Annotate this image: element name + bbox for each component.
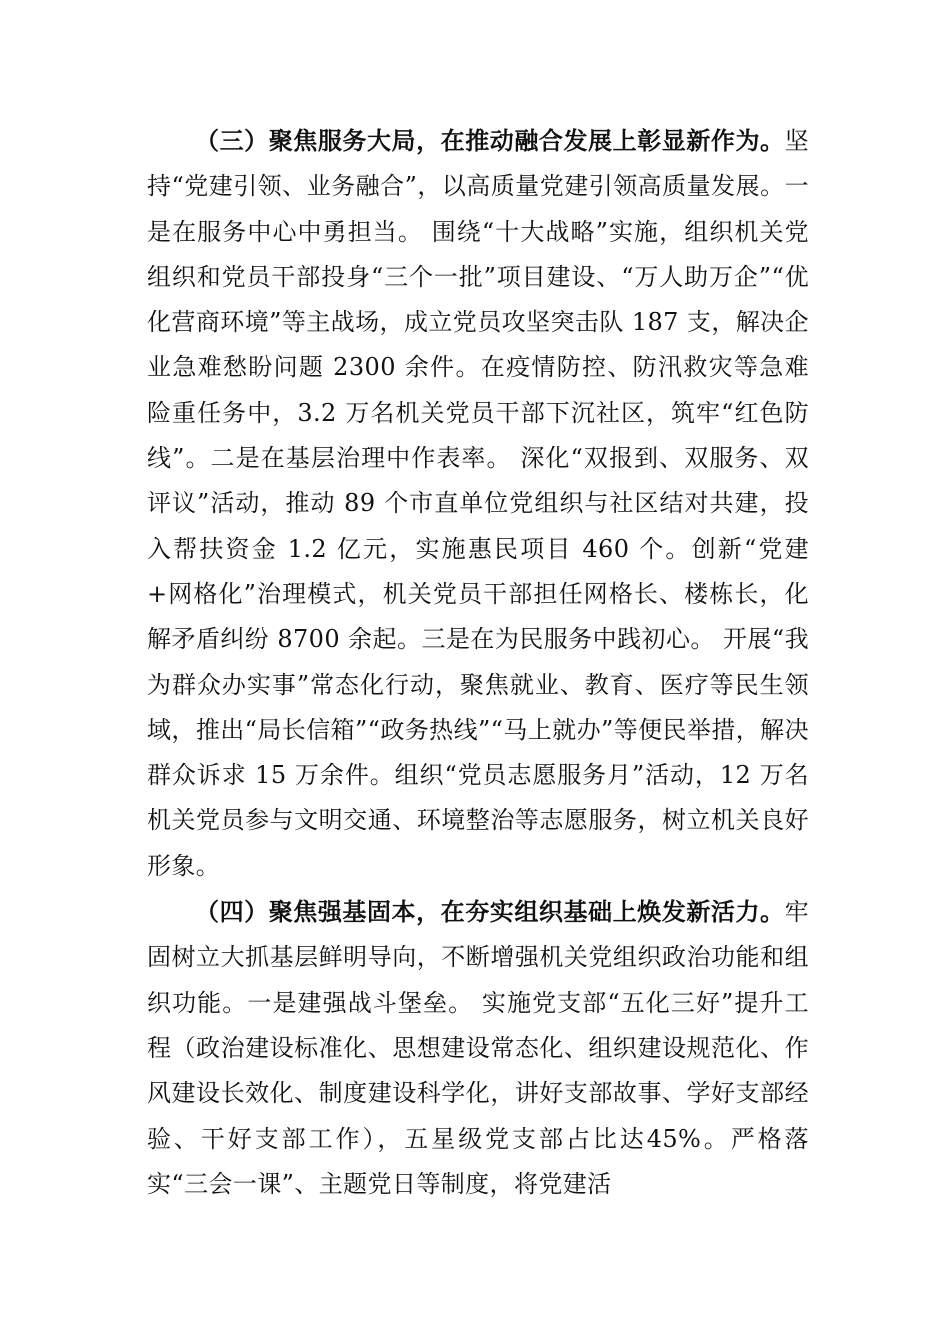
document-body — [147, 118, 809, 1207]
paragraph-section-three — [147, 118, 809, 889]
section-body-three: 坚持“党建引领、业务融合”，以高质量党建引领高质量发展。一是在服务中心中勇担当。 围绕“十大战略”实施，组织机关党组织和党员干部投身“三个一批”项目建设、“万人助万企”“优化营商环境”等主战场，成立党员攻坚突击队 187 支，解决企业急难愁盼问题 2300 余件。在疫情防控、防汛救灾等急难险重任务中，3.2 万名机关党员干部下沉社区，筑牢“红色防线”。二是在基层治理中作表率。 深化“双报到、双服务、双评议”活动，推动 89 个市直单位党组织与社区结对共建，投入帮扶资金 1.2 亿元，实施惠民项目 460 个。创新“党建+网格化”治理模式，机关党员干部担任网格长、楼栋长，化解矛盾纠纷 8700 余起。三是在为民服务中践初心。 开展“我为群众办实事”常态化行动，聚焦就业、教育、医疗等民生领域，推出“局长信箱”“政务热线”“马上就办”等便民举措，解决群众诉求 15 万余件。组织“党员志愿服务月”活动，12 万名机关党员参与文明交通、环境整治等志愿服务，树立机关良好形象。 — [147, 127, 809, 880]
section-heading-three: （三）聚焦服务大局，在推动融合发展上彰显新作为。 — [195, 126, 785, 155]
section-body-four: 牢固树立大抓基层鲜明导向，不断增强机关党组织政治功能和组织功能。一是建强战斗堡垒。 实施党支部“五化三好”提升工程（政治建设标准化、思想建设常态化、组织建设规范化、作风建设长效化、制度建设科学化，讲好支部故事、学好支部经验、干好支部工作），五星级党支部占比达45%。严格落实“三会一课”、主题党日等制度，将党建活 — [147, 898, 809, 1198]
paragraph-section-four — [147, 889, 809, 1207]
section-heading-four: （四）聚焦强基固本，在夯实组织基础上焕发新活力。 — [195, 897, 785, 927]
